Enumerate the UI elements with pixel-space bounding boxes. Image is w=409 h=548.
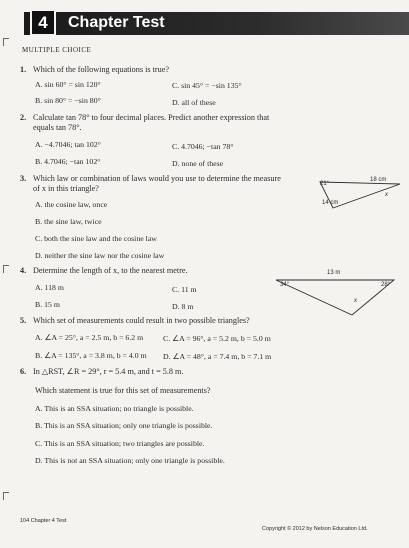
option-b: B. the sine law, twice <box>35 217 102 226</box>
option-d: D. neither the sine law nor the cosine law <box>35 251 165 260</box>
question-number: 4. <box>20 266 27 275</box>
angle-label: 34° <box>280 282 290 288</box>
option-a: A. 118 m <box>35 283 64 292</box>
question-number: 2. <box>20 113 27 122</box>
option-d: D. 8 m <box>172 302 194 311</box>
variable-label: x <box>385 192 388 198</box>
question-text: Determine the length of x, to the nearest metre. <box>33 266 188 275</box>
option-b: B. ∠A = 135°, a = 3.8 m, b = 4.0 m <box>35 351 147 360</box>
margin-mark <box>3 492 9 500</box>
option-b: B. 15 m <box>35 300 60 309</box>
option-a: A. sin 60° = sin 120° <box>35 80 101 89</box>
option-c: C. 11 m <box>172 285 197 294</box>
margin-mark <box>3 38 9 46</box>
question-text: of x in this triangle? <box>33 184 99 193</box>
side-label: 18 cm <box>370 177 387 183</box>
footer-copyright: Copyright © 2012 by Nelson Education Ltd. <box>262 526 368 532</box>
side-label: 13 m <box>327 270 341 276</box>
question-text: Calculate tan 78° to four decimal places. Predict another expression that <box>33 113 270 122</box>
question-number: 6. <box>20 367 27 376</box>
option-d: D. none of these <box>172 159 224 168</box>
option-c: C. 4.7046; −tan 78° <box>172 142 234 151</box>
option-c: C. sin 45° = −sin 135° <box>172 81 242 90</box>
side-label: 14 cm <box>322 200 339 206</box>
option-a: A. the cosine law, once <box>35 200 108 209</box>
triangle-diagram-1 <box>300 172 406 236</box>
chapter-title: Chapter Test <box>68 14 165 31</box>
chapter-number-box: 4 <box>30 9 56 36</box>
question-text: equals tan 78°. <box>33 123 82 132</box>
margin-mark <box>3 265 9 273</box>
option-a: A. This is an SSA situation; no triangle is possible. <box>35 404 194 413</box>
option-d: D. This is not an SSA situation; only one triangle is possible. <box>35 456 225 465</box>
option-c: C. both the sine law and the cosine law <box>35 234 157 243</box>
question-text: Which statement is true for this set of measurements? <box>35 386 211 395</box>
option-a: A. −4.7046; tan 102° <box>35 140 101 149</box>
option-b: B. This is an SSA situation; only one triangle is possible. <box>35 421 213 430</box>
option-a: A. ∠A = 25°, a = 2.5 m, b = 6.2 m <box>35 333 144 342</box>
question-number: 5. <box>20 316 27 325</box>
option-b: B. sin 80° = −sin 80° <box>35 96 101 105</box>
question-text: Which set of measurements could result in two possible triangles? <box>33 316 250 325</box>
triangle-diagram-2 <box>270 270 404 318</box>
question-number: 1. <box>20 65 27 74</box>
question-text: In △RST, ∠R = 29°, r = 5.4 m, and t = 5.8 m. <box>33 367 184 376</box>
option-c: C. ∠A = 96°, a = 5.2 m, b = 5.0 m <box>163 334 271 343</box>
variable-label: x <box>354 298 357 304</box>
question-text: Which of the following equations is true? <box>33 65 169 74</box>
question-text: Which law or combination of laws would you use to determine the measure <box>33 174 281 183</box>
option-d: D. all of these <box>172 98 216 107</box>
triangle-shape <box>276 280 394 315</box>
option-d: D. ∠A = 48°, a = 7.4 m, b = 7.1 m <box>163 352 272 361</box>
footer-page-label: 104 Chapter 4 Test <box>20 518 67 524</box>
option-b: B. 4.7046; −tan 102° <box>35 157 101 166</box>
section-title: MULTIPLE CHOICE <box>22 46 92 54</box>
question-number: 3. <box>20 174 27 183</box>
option-c: C. This is an SSA situation; two triangles are possible. <box>35 439 205 448</box>
angle-label: 21° <box>320 181 330 187</box>
angle-label: 28° <box>381 282 391 288</box>
